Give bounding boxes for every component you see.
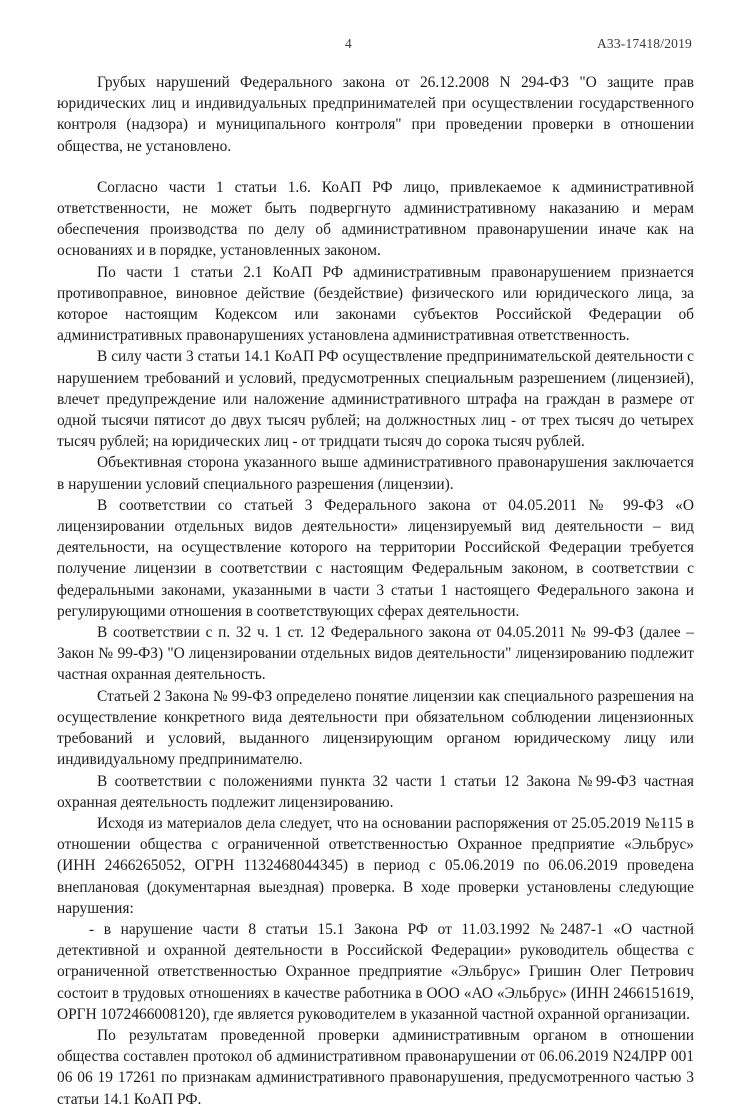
paragraph-objective-side: Объективная сторона указанного выше административного правонарушения заключается в нарушении условий специального разрешения (лицензии).	[57, 454, 694, 493]
paragraph-clause-32-part-1-article-12: В соответствии с п. 32 ч. 1 ст. 12 Федерального закона от 04.05.2011 № 99-ФЗ (далее – Закон № 99-ФЗ) "О лицензировании отдельных видов деятельности" лицензированию подлежит частная охранная деятельность.	[57, 624, 694, 684]
paragraph-case-materials-inspection: Исходя из материалов дела следует, что на основании распоряжения от 25.05.2019 №115 в отношении общества с ограниченной ответственностью Охранное предприятие «Эльбрус» (ИНН 2466265052, ОГРН 1132468044345) в период с 05.06.2019 по 06.06.2019 проведена внеплановая (документарная выездная) проверка. В ходе проверки установлены следующие нарушения:	[57, 814, 694, 917]
paragraph-inspection-results-protocol: По результатам проведенной проверки административным органом в отношении общества составлен протокол об административном правонарушении от 06.06.2019 N24ЛРР 001 06 06 19 17261 по признакам административного правонарушения, предусмотренного частью 3 статьи 14.1 КоАП РФ.	[57, 1026, 694, 1108]
page-number: 4	[345, 36, 352, 51]
paragraph-gross-violations: Грубых нарушений Федерального закона от 26.12.2008 N 294-ФЗ "О защите прав юридических лиц и индивидуальных предпринимателей при осуществлении государственного контроля (надзора) и муниципального контроля" при проведении проверки в отношении общества, не установлено.	[57, 74, 694, 155]
paragraph-article-3-law-99fz: В соответствии со статьей 3 Федерального закона от 04.05.2011 № 99-ФЗ «О лицензировании отдельных видов деятельности» лицензируемый вид деятельности – вид деятельности, на осуществление которого на территории Российской Федерации требуется получение лицензии в соответствии с настоящим Федеральным законом, в соответствии с федеральными законами, указанными в части 3 статьи 1 настоящего Федерального закона и регулирующими отношения в соответствующих сферах деятельности.	[57, 496, 694, 620]
paragraph-koap-1-6: Согласно части 1 статьи 1.6. КоАП РФ лицо, привлекаемое к административной ответственности, не может быть подвергнуто административному наказанию и мерам обеспечения производства по делу об административном правонарушении иначе как на основаниях и в порядке, установленных законом.	[57, 178, 694, 260]
paragraph-koap-14-1: В силу части 3 статьи 14.1 КоАП РФ осуществление предпринимательской деятельности с нарушением требований и условий, предусмотренных специальным разрешением (лицензией), влечет предупреждение или наложение административного штрафа на граждан в размере от одной тысячи пятисот до двух тысяч рублей; на должностных лиц - от трех тысяч до четырех тысяч рублей; на юридических лиц - от тридцати тысяч до сорока тысяч рублей.	[57, 348, 694, 451]
paragraph-violation-article-15-1: - в нарушение части 8 статьи 15.1 Закона РФ от 11.03.1992 №2487-1 «О частной детективной и охранной деятельности в Российской Федерации» руководитель общества с ограниченной ответственностью Охранное предприятие «Эльбрус» Гришин Олег Петрович состоит в трудовых отношениях в качестве работника в ООО «АО «Эльбрус» (ИНН 2466151619, ОРГН 1072466008120), где является руководителем в указанной частной охранной организации.	[57, 920, 694, 1023]
document-header	[57, 36, 694, 66]
paragraph-koap-2-1: По части 1 статьи 2.1 КоАП РФ административным правонарушением признается противоправное, виновное действие (бездействие) физического или юридического лица, за которое настоящим Кодексом или законами субъектов Российской Федерации об административных правонарушениях установлена административная ответственность.	[57, 263, 694, 345]
paragraph-private-security-licensing: В соответствии с положениями пункта 32 части 1 статьи 12 Закона №99-ФЗ частная охранная деятельность подлежит лицензированию.	[57, 772, 694, 811]
paragraph-article-2-law-99fz: Статьей 2 Закона № 99-ФЗ определено понятие лицензии как специального разрешения на осуществление конкретного вида деятельности при обязательном соблюдении лицензионных требований и условий, выданного лицензирующим органом юридическому лицу или индивидуальному предпринимателю.	[57, 687, 694, 769]
document-body	[57, 72, 694, 1110]
case-number: А33-17418/2019	[596, 36, 692, 51]
